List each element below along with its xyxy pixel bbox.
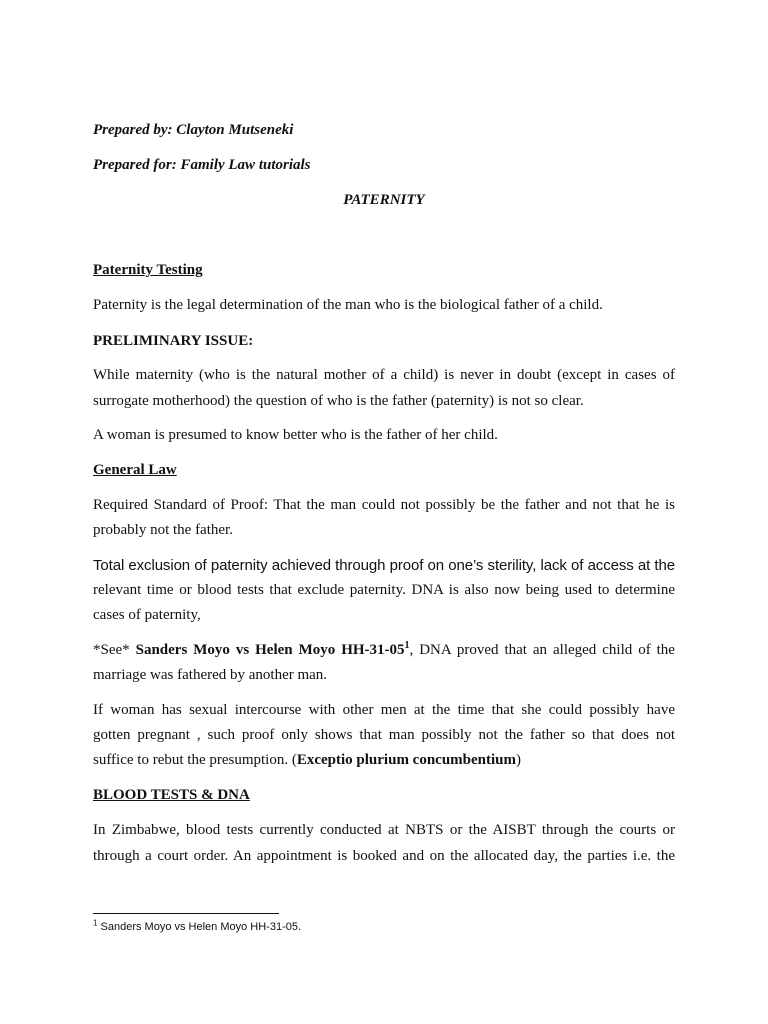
paragraph-presumption: A woman is presumed to know better who is the father of her child. bbox=[93, 427, 498, 443]
paragraph-case-line-2: marriage was fathered by another man. bbox=[93, 667, 328, 683]
paragraph-definition: Paternity is the legal determination of the man who is the biological father of a child. bbox=[93, 297, 603, 313]
footnote-ref[interactable]: 1 bbox=[404, 640, 410, 651]
footnote bbox=[93, 918, 302, 933]
paragraph-case-line-1 bbox=[93, 642, 675, 659]
exceptio-prefix: suffice to rebut the presumption. ( bbox=[93, 752, 297, 768]
prepared-for: Prepared for: Family Law tutorials bbox=[93, 157, 311, 173]
heading-preliminary-issue: PRELIMINARY ISSUE: bbox=[93, 333, 254, 349]
heading-general-law: General Law bbox=[93, 462, 177, 478]
case-description: , DNA proved that an alleged child of the bbox=[409, 642, 675, 658]
paragraph-exceptio-line-2: gotten pregnant , such proof only shows that man possibly not the father so that does not bbox=[93, 727, 675, 743]
paragraph-exclusion-line-3: cases of paternity, bbox=[93, 607, 201, 623]
footnote-text: Sanders Moyo vs Helen Moyo HH-31-05. bbox=[97, 921, 302, 933]
paragraph-exclusion-line-1: Total exclusion of paternity achieved through proof on one’s sterility, lack of access at the bbox=[93, 557, 675, 574]
paragraph-exceptio-line-3 bbox=[93, 752, 675, 769]
see-prefix: *See* bbox=[93, 642, 136, 658]
paragraph-exclusion-line-2: relevant time or blood tests that exclude paternity. DNA is also now being used to determine bbox=[93, 582, 675, 598]
paragraph-maternity-line-2: surrogate motherhood) the question of who is the father (paternity) is not so clear. bbox=[93, 393, 584, 409]
heading-blood-tests: BLOOD TESTS & DNA bbox=[93, 787, 250, 803]
prepared-by: Prepared by: Clayton Mutseneki bbox=[93, 122, 294, 138]
footnote-number: 1 bbox=[93, 918, 98, 928]
paragraph-maternity-line-1: While maternity (who is the natural mother of a child) is never in doubt (except in cases of bbox=[93, 367, 675, 383]
paragraph-standard-proof-line-1: Required Standard of Proof: That the man could not possibly be the father and not that he is bbox=[93, 497, 675, 513]
paragraph-blood-tests-line-2: through a court order. An appointment is booked and on the allocated day, the parties i.e. the bbox=[93, 848, 675, 864]
paragraph-exceptio-line-1: If woman has sexual intercourse with other men at the time that she could possibly have bbox=[93, 702, 675, 718]
page-title: PATERNITY bbox=[343, 192, 425, 208]
exceptio-suffix: ) bbox=[516, 752, 522, 768]
paragraph-blood-tests-line-1: In Zimbabwe, blood tests currently conducted at NBTS or the AISBT through the courts or bbox=[93, 822, 675, 838]
paragraph-standard-proof-line-2: probably not the father. bbox=[93, 522, 233, 538]
case-citation: Sanders Moyo vs Helen Moyo HH-31-05 bbox=[135, 642, 405, 658]
heading-paternity-testing: Paternity Testing bbox=[93, 262, 203, 278]
footnote-divider bbox=[93, 913, 279, 914]
exceptio-term: Exceptio plurium concumbentium bbox=[296, 752, 517, 768]
